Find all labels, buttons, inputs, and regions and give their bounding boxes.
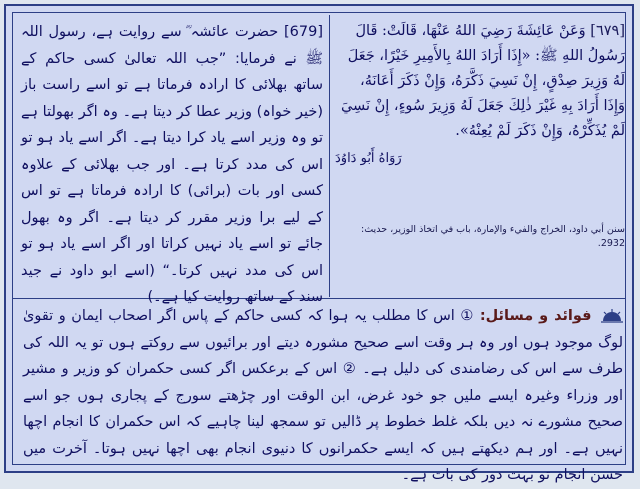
source-reference: سنن أبي داود، الخراج والفيء والإمارة، باب في اتخاذ الوزير، حديث: 2932. <box>361 224 625 249</box>
arabic-text <box>335 19 625 171</box>
hadith-number-arabic: [٦٧٩] <box>590 23 625 39</box>
hadith-text-arabic: «إِذَا أَرَادَ اللهُ بِالأَمِيرِ خَيْرًا، جَعَلَ لَهُ وَزِيرَ صِدْقٍ، إِنْ نَسِيَ ذَكَّرَهُ، وَإِنْ ذَكَرَ أَعَانَهُ، وَإِذَا أَرَادَ بِهِ غَيْرَ ذٰلِكَ جَعَلَ لَهُ وَزِيرَ سُوءٍ، إِنْ نَسِيَ لَمْ يُذَكِّرْهُ، وَإِنْ ذَكَرَ لَمْ يُعِنْهُ». <box>340 48 625 139</box>
arabic-intro: وَعَنْ عَائِشَةَ رَضِيَ اللهُ عَنْهَا، قَالَتْ: قَالَ رَسُولُ اللهِ ﷺ: <box>355 23 625 64</box>
narrated-by: رَوَاهُ أَبُو دَاوُدَ <box>335 151 402 166</box>
hadith-text-urdu: ”جب اللہ تعالیٰ کسی حاکم کے ساتھ بھلائی کا ارادہ فرماتا ہے تو اسے راست باز (خیر خواہ) وزیر عطا کر دیتا ہے۔ وہ اگر بھولتا ہے تو وہ وزیر اسے یاد کرا دیتا ہے۔ اگر اسے یاد ہو تو اس کی مدد کرتا ہے۔ اور جب بھلائی کے علاوہ کسی اور بات (برائی) کا ارادہ فرماتا ہے تو اس کے لیے برا وزیر مقرر کر دیتا ہے۔ اگر وہ بھول جائے تو اسے یاد نہیں کراتا اور اگر اسے یاد ہو تو اس کی مدد نہیں کرتا۔“ (اسے ابو داود نے جید سند کے ساتھ روایت کیا ہے۔) <box>21 50 323 305</box>
column-divider <box>329 15 330 297</box>
notes-section <box>23 303 623 489</box>
page-frame <box>4 4 634 483</box>
hadith-number-urdu: [679] <box>283 24 323 40</box>
content-border <box>12 12 626 483</box>
notes-text: ① اس کا مطلب یہ ہوا کہ کسی حاکم کے پاس اگر اصحاب ایمان و تقویٰ لوگ موجود ہوں اور وہ ہر وقت اسے صحیح مشورہ دیتے اور برائیوں سے روکتے ہوں تو یہ اللہ کی طرف سے اس کی رضامندی کی دلیل ہے۔ ② اس کے برعکس اگر کسی حکمران کو وزیر و مشیر اور وزراء وغیرہ ایسے ملیں جو خود غرض، ابن الوقت اور چڑھتے سورج کے پجاری ہوں جو اسے صحیح مشورے نہ دیں بلکہ غلط خطوط پر ڈالیں تو سمجھ لینا چاہیے کہ اس حکمران کا انجام اچھا نہیں ہے۔ اور ہم دیکھتے ہیں کہ ایسے حکمرانوں کا دنیوی انجام بھی اچھا نہیں ہوتا۔ آخرت میں حسن انجام تو بہت دور کی بات ہے۔ <box>23 308 623 483</box>
sunrise-logo-icon <box>601 309 623 323</box>
urdu-translation <box>21 19 323 311</box>
narrator-urdu: حضرت عائشہ ؓ سے روایت ہے، رسول اللہ ﷺ نے فرمایا: <box>21 24 324 67</box>
notes-title: فوائد و مسائل: <box>479 308 592 324</box>
